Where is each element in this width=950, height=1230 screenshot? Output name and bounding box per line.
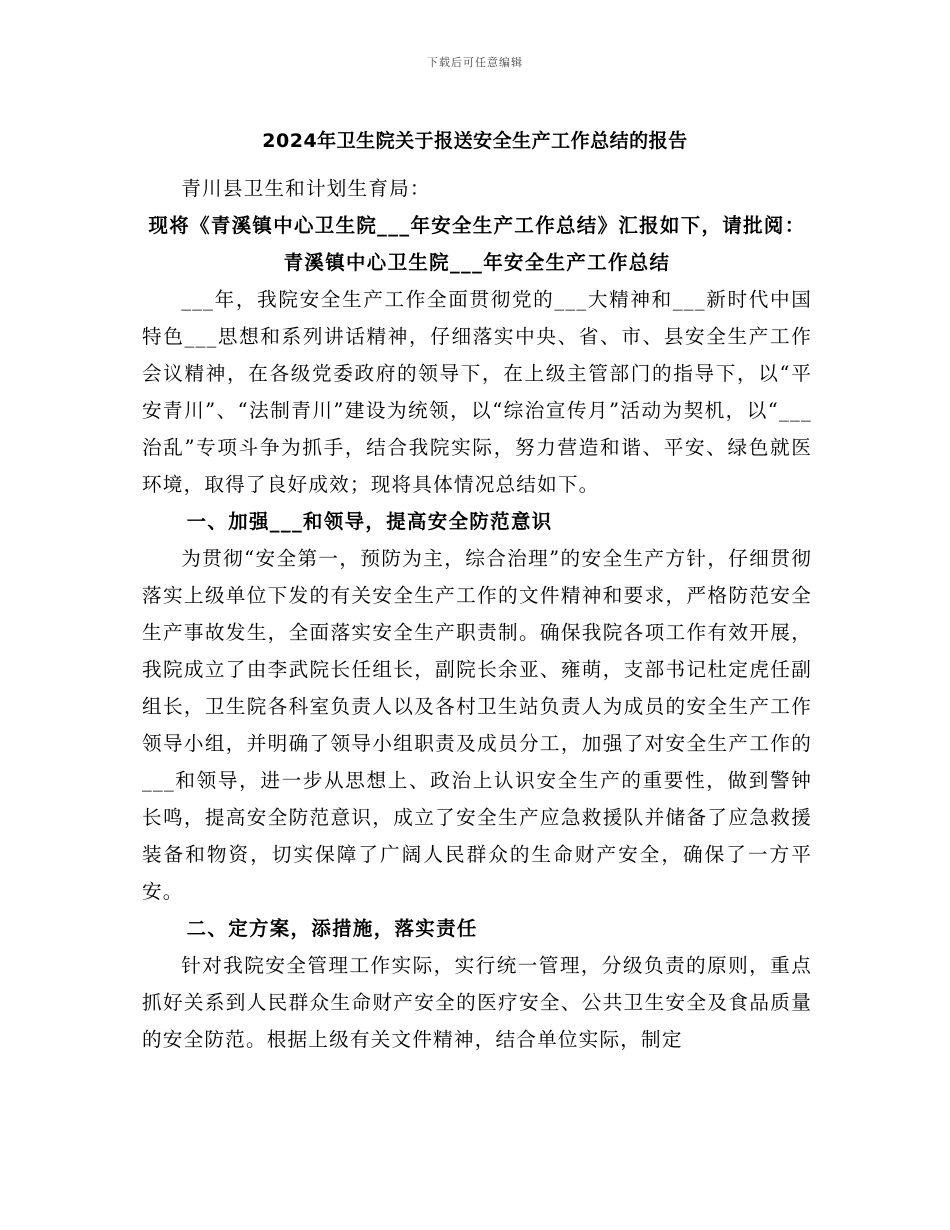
document-title: 2024年卫生院关于报送安全生产工作总结的报告 <box>262 130 688 152</box>
report-subtitle: 青溪镇中心卫生院___年安全生产工作总结 <box>283 251 671 274</box>
paragraph-section-2: 针对我院安全管理工作实际，实行统一管理，分级负责的原则，重点抓好关系到人民群众生命财产安全的医疗安全、公共卫生安全及食品质量的安全防范。根据上级有关文件精神，结合单位实际，制定 <box>142 954 812 1051</box>
page-header-watermark: 下载后可任意编辑 <box>427 56 523 69</box>
paragraph-overview: ___年，我院安全生产工作全面贯彻党的___大精神和___新时代中国特色___思想和系列讲话精神，仔细落实中央、省、市、县安全生产工作会议精神，在各级党委政府的领导下，在上级主管部门的指导下，以“平安青川”、“法制青川”建设为统领，以“综治宣传月”活动为契机，以“___治乱”专项斗争为抓手，结合我院实际，努力营造和谐、平安、绿色就医环境，取得了良好成效；现将具体情况总结如下。 <box>142 288 812 496</box>
intro-statement: 现将《青溪镇中心卫生院___年安全生产工作总结》汇报如下，请批阅： <box>148 214 806 237</box>
section-heading-2: 二、定方案，添措施，落实责任 <box>186 917 478 940</box>
paragraph-section-1: 为贯彻“安全第一，预防为主，综合治理”的安全生产方针，仔细贯彻落实上级单位下发的有关安全生产工作的文件精神和要求，严格防范安全生产事故发生，全面落实安全生产职责制。确保我院各项工作有效开展，我院成立了由李武院长任组长，副院长余亚、雍萌，支部书记杜定虎任副组长，卫生院各科室负责人以及各村卫生站负责人为成员的安全生产工作领导小组，并明确了领导小组职责及成员分工，加强了对安全生产工作的___和领导，进一步从思想上、政治上认识安全生产的重要性，做到警钟长鸣，提高安全防范意识，成立了安全生产应急救援队并储备了应急救援装备和物资，切实保障了广阔人民群众的生命财产安全，确保了一方平安。 <box>142 547 812 903</box>
document-body <box>142 170 812 1058</box>
section-heading-1: 一、加强___和领导，提高安全防范意识 <box>186 510 553 533</box>
addressee-line: 青川县卫生和计划生育局： <box>181 177 431 200</box>
